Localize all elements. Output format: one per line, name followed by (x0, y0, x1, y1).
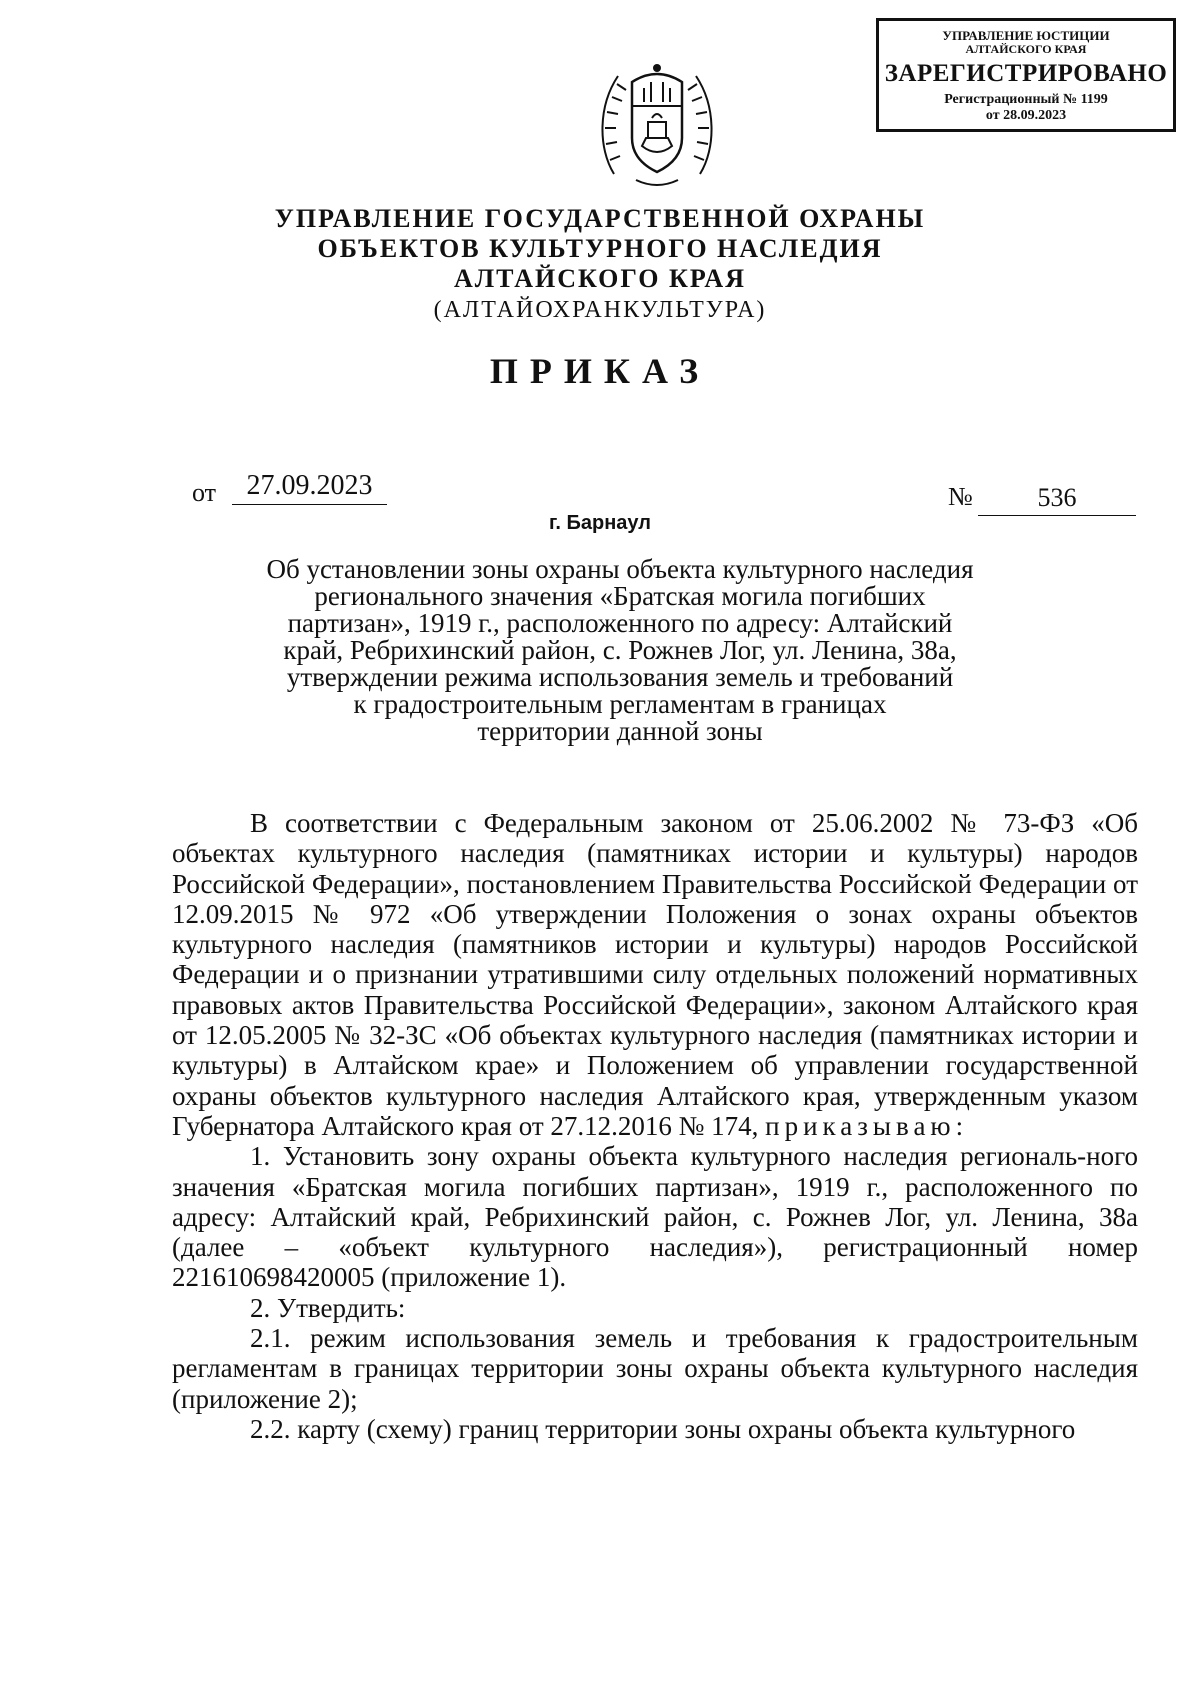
item-2-1: 2.1. режим использования земель и требования к градостроительным регламентам в границах территории зоны охраны объекта культурного наследия (приложение 2); (172, 1323, 1138, 1414)
stamp-reg-date: от 28.09.2023 (985, 108, 1067, 123)
org-abbreviation: (АЛТАЙОХРАНКУЛЬТУРА) (433, 297, 767, 323)
org-name-line2: ОБЪЕКТОВ КУЛЬТУРНОГО НАСЛЕДИЯ (317, 234, 883, 263)
subject-line: партизан», 1919 г., расположенного по адресу: Алтайский (287, 608, 953, 638)
issuing-organization (0, 204, 1200, 326)
order-word: приказываю: (765, 1110, 969, 1141)
order-number: 536 (978, 483, 1136, 516)
subject-line: Об установлении зоны охраны объекта культурного наследия (266, 554, 974, 584)
preamble-paragraph (172, 808, 1138, 1141)
order-date: 27.09.2023 (232, 470, 387, 505)
coat-of-arms-icon (596, 52, 718, 196)
date-label: от (192, 478, 217, 507)
subject-line: регионального значения «Братская могила погибших (314, 581, 926, 611)
order-subject (230, 556, 1010, 745)
stamp-authority-line1: УПРАВЛЕНИЕ ЮСТИЦИИ (942, 28, 1110, 43)
subject-line: к градостроительным регламентам в границах (353, 689, 887, 719)
item-2: 2. Утвердить: (250, 1292, 406, 1323)
city-name: г. Барнаул (549, 512, 651, 534)
item-2-2: 2.2. карту (схему) границ территории зоны охраны объекта культурного (250, 1413, 1076, 1444)
stamp-registered-title: ЗАРЕГИСТРИРОВАНО (884, 60, 1168, 87)
stamp-reg-number: Регистрационный № 1199 (944, 92, 1108, 107)
stamp-authority-line2: АЛТАЙСКОГО КРАЯ (965, 42, 1087, 56)
org-name-line3: АЛТАЙСКОГО КРАЯ (454, 264, 746, 293)
subject-line: утверждении режима использования земель и требований (286, 662, 954, 692)
org-name-line1: УПРАВЛЕНИЕ ГОСУДАРСТВЕННОЙ ОХРАНЫ (274, 204, 926, 233)
preamble-text: В соответствии с Федеральным законом от 25.06.2002 № 73-ФЗ «Об объектах культурного наследия (памятниках истории и культуры) народов Российской Федерации», постановлением Правительства Российской Федерации от 12.09.2015 № 972 «Об утверждении Положения о зонах охраны объектов культурного наследия (памятников истории и культуры) народов Российской Федерации и о признании утратившими силу отдельных положений нормативных правовых актов Правительства Российской Федерации», законом Алтайского края от 12.05.2005 № 32-ЗС «Об объектах культурного наследия (памятниках истории и культуры) в Алтайском крае» и Положением об управлении государственной охраны объектов культурного наследия Алтайского края, утвержденным указом Губернатора Алтайского края от 27.12.2016 № 174, (172, 808, 1138, 1141)
document-type-title: ПРИКАЗ (489, 351, 711, 391)
registration-stamp (876, 18, 1176, 132)
subject-line: территории данной зоны (477, 716, 763, 746)
subject-line: край, Ребрихинский район, с. Рожнев Лог, ул. Ленина, 38а, (283, 635, 957, 665)
item-1: 1. Установить зону охраны объекта культурного наследия региональ-ного значения «Братская могила погибших партизан», 1919 г., расположенного по адресу: Алтайский край, Ребрихинский район, с. Рожнев Лог, ул. Ленина, 38а (далее – «объект культурного наследия»), регистрационный номер 221610698420005 (приложение 1). (172, 1141, 1138, 1293)
order-body (172, 808, 1138, 1444)
number-label: № (948, 482, 973, 511)
